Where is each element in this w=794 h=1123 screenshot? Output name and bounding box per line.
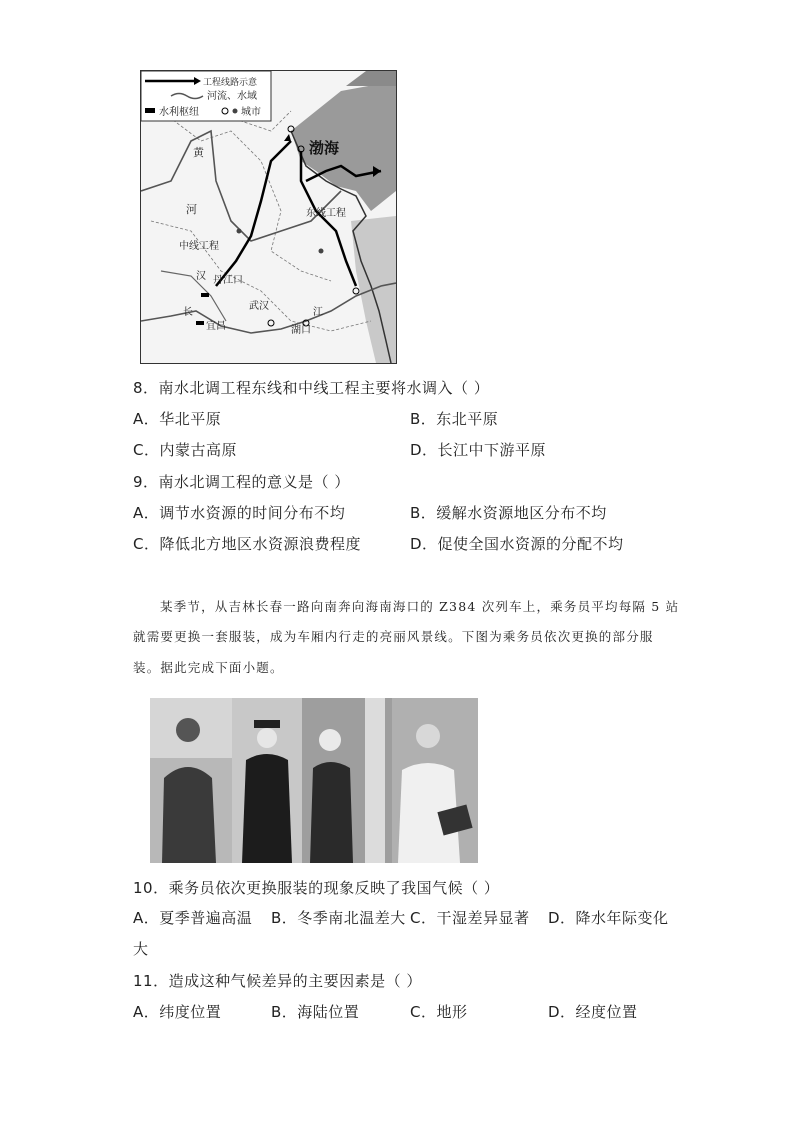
photo-4-head — [416, 724, 440, 748]
photo-2-cap — [254, 720, 280, 728]
legend-hub-label: 水利枢纽 — [159, 107, 199, 118]
city-yangzhou — [353, 288, 359, 294]
bohai-label: 渤海 — [309, 140, 340, 157]
q11-stem: 11．造成这种气候差异的主要因素是（ ） — [133, 972, 422, 990]
uniform-photos-drawing — [150, 698, 478, 863]
q11-option-d[interactable]: D．经度位置 — [548, 1003, 638, 1021]
passage-line-1: 某季节，从吉林长春一路向南奔向海南海口的 Z384 次列车上，乘务员平均每隔 5 站 — [160, 599, 680, 614]
q9-option-d[interactable]: D．促使全国水资源的分配不均 — [410, 535, 624, 553]
q8-option-c[interactable]: C．内蒙古高原 — [133, 441, 237, 459]
photo-3-vest — [310, 762, 353, 863]
q10-option-a[interactable]: A．夏季普遍高温 — [133, 909, 253, 927]
passage-line-3: 装。据此完成下面小题。 — [133, 660, 284, 675]
yellow-label-2: 河 — [186, 204, 197, 216]
hub-danjiangkou — [201, 293, 209, 297]
yellow-label-1: 黄 — [193, 147, 204, 159]
q11-option-b[interactable]: B．海陆位置 — [271, 1003, 360, 1021]
han-label: 汉 — [196, 271, 206, 282]
danjiangkou-label: 丹江口 — [213, 275, 243, 286]
q9-option-b[interactable]: B．缓解水资源地区分布不均 — [410, 504, 607, 522]
q11-option-a[interactable]: A．纬度位置 — [133, 1003, 222, 1021]
legend-river-label: 河流、水域 — [207, 91, 257, 102]
photo-1-coat — [162, 767, 216, 863]
q9-stem: 9．南水北调工程的意义是（ ） — [133, 473, 350, 491]
q10-option-b[interactable]: B．冬季南北温差大 — [271, 909, 406, 927]
legend-route-label: 工程线路示意 — [203, 77, 258, 87]
middle-route-line — [216, 141, 291, 286]
yangtze-label-1: 长 — [183, 307, 193, 318]
photo-1-head — [176, 718, 200, 742]
q8-option-d[interactable]: D．长江中下游平原 — [410, 441, 547, 459]
yichang-label: 宜昌 — [206, 321, 226, 332]
legend-city-label: 城市 — [241, 107, 261, 118]
q9-option-a[interactable]: A．调节水资源的时间分布不均 — [133, 504, 346, 522]
photo-3-head — [319, 729, 341, 751]
hub-sanxia — [196, 321, 204, 325]
city-wuhan — [268, 320, 274, 326]
photo-2-uniform — [242, 754, 292, 863]
q10-option-d-continued[interactable]: 大 — [133, 940, 149, 958]
q9-option-c[interactable]: C．降低北方地区水资源浪费程度 — [133, 535, 361, 553]
middle-route-label: 中线工程 — [179, 241, 219, 252]
legend-city-icon-2 — [233, 109, 238, 114]
q11-option-c[interactable]: C．地形 — [410, 1003, 468, 1021]
photo-3-door — [365, 698, 385, 863]
q8-stem: 8．南水北调工程东线和中线工程主要将水调入（ ） — [133, 379, 490, 397]
yangtze-label-2: 江 — [313, 307, 323, 318]
q8-option-a[interactable]: A．华北平原 — [133, 410, 222, 428]
hukou-label: 湖口 — [291, 325, 311, 336]
q8-option-b[interactable]: B．东北平原 — [410, 410, 499, 428]
q10-stem: 10．乘务员依次更换服装的现象反映了我国气候（ ） — [133, 879, 500, 897]
city-zhengzhou — [237, 229, 242, 234]
south-north-water-diversion-map — [140, 70, 397, 364]
uniform-photos — [150, 698, 478, 863]
middle-route-arrow — [284, 134, 291, 141]
q10-option-d[interactable]: D．降水年际变化 — [548, 909, 669, 927]
photo-2-head — [257, 728, 277, 748]
map-drawing — [141, 71, 396, 363]
q10-option-c[interactable]: C．干湿差异显著 — [410, 909, 530, 927]
wuhan-label: 武汉 — [249, 301, 269, 312]
passage-line-2: 就需要更换一套服装，成为车厢内行走的亮丽风景线。下图为乘务员依次更换的部分服 — [133, 629, 654, 644]
city-xuzhou — [319, 249, 324, 254]
legend-hub-icon — [145, 108, 155, 113]
east-route-label: 东线工程 — [306, 208, 346, 219]
sea-north — [346, 71, 396, 86]
